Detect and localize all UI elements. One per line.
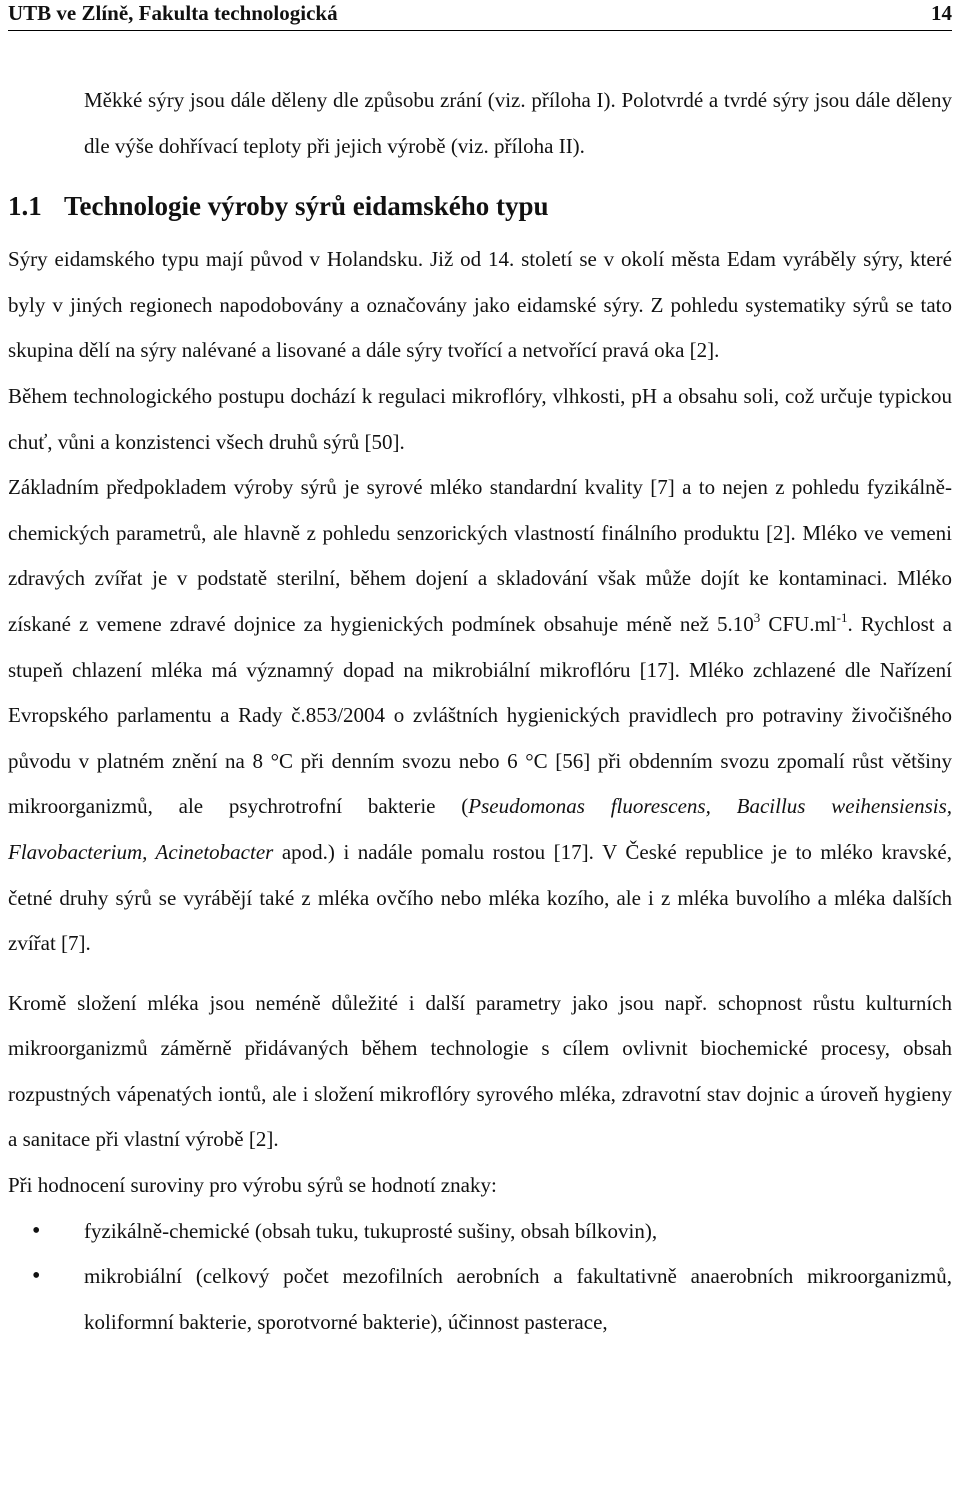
paragraph-raw-milk <box>8 465 952 967</box>
text-run: CFU.ml <box>760 611 837 636</box>
list-item <box>8 1209 952 1255</box>
bullet-icon: • <box>32 1217 41 1244</box>
italic-species-names: Pseudomonas fluorescens, Bacillus weihensiensis, Flavobacterium, Acinetobacter <box>8 794 952 864</box>
text-run: . Rychlost a stupeň chlazení mléka má významný dopad na mikrobiální mikroflóru [17]. Mléko zchlazené dle Nařízení Evropského parlamentu a Rady č.853/2004 o zvláštních hygienických pravidlech pro potraviny živočišného původu v platném znění na 8 °C při denním svozu nebo 6 °C [56] při obdenním svozu zpomalí růst většiny mikroorganizmů, ale psychrotrofní bakterie ( <box>8 611 953 819</box>
list-item-text: mikrobiální (celkový počet mezofilních aerobních a fakultativně anaerobních mikroorganizmů, koliformní bakterie, sporotvorné bakterie), účinnost pasterace, <box>84 1264 952 1334</box>
text-run: Základním předpokladem výroby sýrů je syrové mléko standardní kvality [7] a to nejen z pohledu fyzikálně-chemických parametrů, ale hlavně z pohledu senzorických vlastností finálního produktu [2]. Mléko ve vemeni zdravých zvířat je v podstatě sterilní, během dojení a skladování však může dojít ke kontaminaci. Mléko získané z vemene zdravé dojnice za hygienických podmínek obsahuje méně než 5.10 <box>8 475 952 636</box>
intro-paragraph: Měkké sýry jsou dále děleny dle způsobu zrání (viz. příloha I). Polotvrdé a tvrdé sýry jsou dále děleny dle výše dohřívací teploty při jejich výrobě (viz. příloha II). <box>84 88 952 158</box>
superscript: -1 <box>836 609 848 625</box>
paragraph-parameters: Kromě složení mléka jsou neméně důležité i další parametry jako jsou např. schopnost růstu kulturních mikroorganizmů záměrně přidávaných během technologie s cílem ovlivnit biochemické procesy, obsah rozpustných vápenatých iontů, ale i složení mikroflóry syrového mléka, zdravotní stav dojnic a úroveň hygieny a sanitace při vlastní výrobě [2]. <box>8 990 952 1152</box>
paragraph-technology: Během technologického postupu dochází k regulaci mikroflóry, vlhkosti, pH a obsahu soli, což určuje typickou chuť, vůni a konzistenci všech druhů sýrů [50]. <box>8 383 952 454</box>
bullet-icon: • <box>32 1263 41 1290</box>
page-header <box>8 0 952 31</box>
superscript: 3 <box>753 609 761 625</box>
paragraph-evaluation: Při hodnocení suroviny pro výrobu sýrů se hodnotí znaky: <box>8 1173 497 1198</box>
page-number: 14 <box>931 1 952 25</box>
document-body <box>8 78 952 1345</box>
list-item <box>8 1254 952 1345</box>
bullet-list <box>8 1209 952 1346</box>
section-title: Technologie výroby sýrů eidamského typu <box>64 191 549 222</box>
paragraph-origin: Sýry eidamského typu mají původ v Holandsku. Již od 14. století se v okolí města Edam vyráběly sýry, které byly v jiných regionech napodobovány a označovány jako eidamské sýry. Z pohledu systematiky sýrů se tato skupina dělí na sýry nalévané a lisované a dále sýry tvořící a netvořící pravá oka [2]. <box>8 247 952 363</box>
text-run: apod.) i nadále pomalu rostou [17]. V České republice je to mléko kravské, četné druhy sýrů se vyrábějí také z mléka ovčího nebo mléka kozího, ale i z mléka buvolího a mléka dalších zvířat [7]. <box>8 839 953 956</box>
section-number: 1.1 <box>8 191 42 222</box>
header-title: UTB ve Zlíně, Fakulta technologická <box>8 1 338 25</box>
list-item-text: fyzikálně-chemické (obsah tuku, tukuprosté sušiny, obsah bílkovin), <box>84 1218 658 1243</box>
section-heading <box>8 183 952 229</box>
